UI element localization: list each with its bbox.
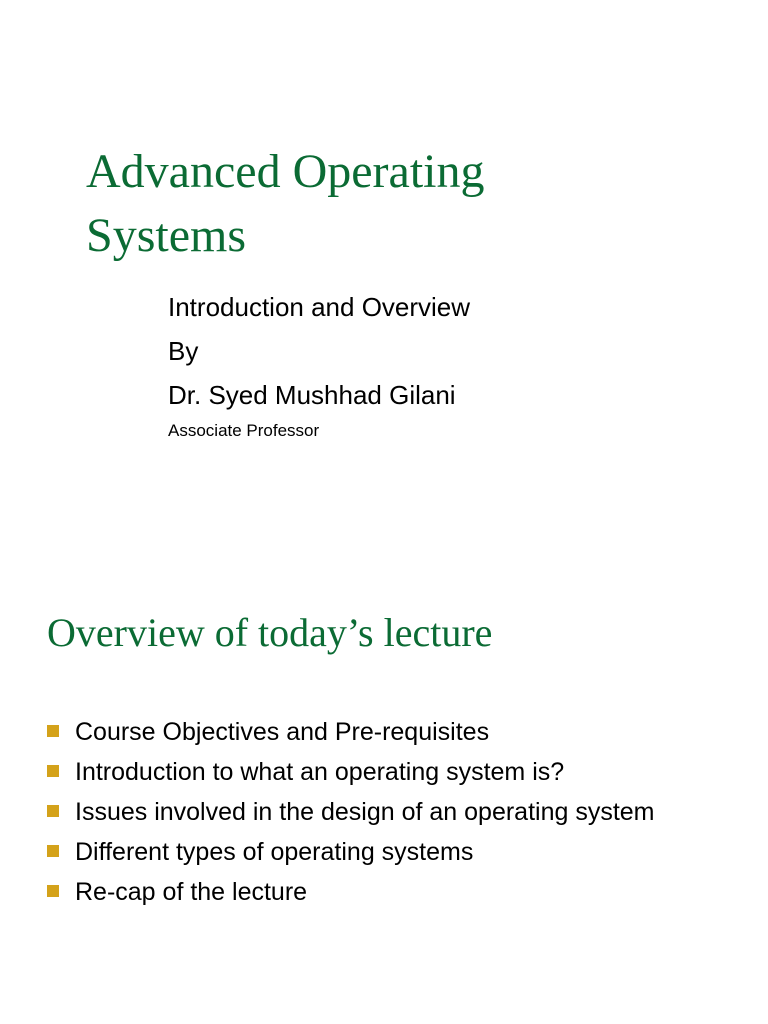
slide-title-line-2: Systems: [86, 209, 247, 262]
slide-title-line-1: Advanced Operating: [86, 145, 485, 198]
bullet-text: Course Objectives and Pre-requisites: [75, 718, 490, 746]
subtitle-block: [168, 285, 470, 443]
by-label: By: [168, 336, 199, 366]
bullet-text: Re-cap of the lecture: [75, 878, 308, 906]
square-bullet-icon: [47, 885, 59, 897]
list-item: [47, 792, 655, 832]
bullet-text: Different types of operating systems: [75, 838, 474, 866]
overview-slide: [0, 512, 768, 1024]
list-item: [47, 832, 655, 872]
bullet-text: Issues involved in the design of an operating system: [75, 798, 655, 826]
subtitle: Introduction and Overview: [168, 292, 471, 322]
square-bullet-icon: [47, 805, 59, 817]
slide-title: [86, 140, 646, 268]
overview-title: Overview of today’s lecture: [47, 610, 493, 655]
list-item: [47, 872, 655, 912]
square-bullet-icon: [47, 765, 59, 777]
square-bullet-icon: [47, 725, 59, 737]
list-item: [47, 712, 655, 752]
square-bullet-icon: [47, 845, 59, 857]
bullet-text: Introduction to what an operating system is?: [75, 758, 565, 786]
bullet-list: [47, 712, 655, 912]
list-item: [47, 752, 655, 792]
author-name: Dr. Syed Mushhad Gilani: [168, 380, 456, 410]
author-position: Associate Professor: [168, 421, 320, 440]
